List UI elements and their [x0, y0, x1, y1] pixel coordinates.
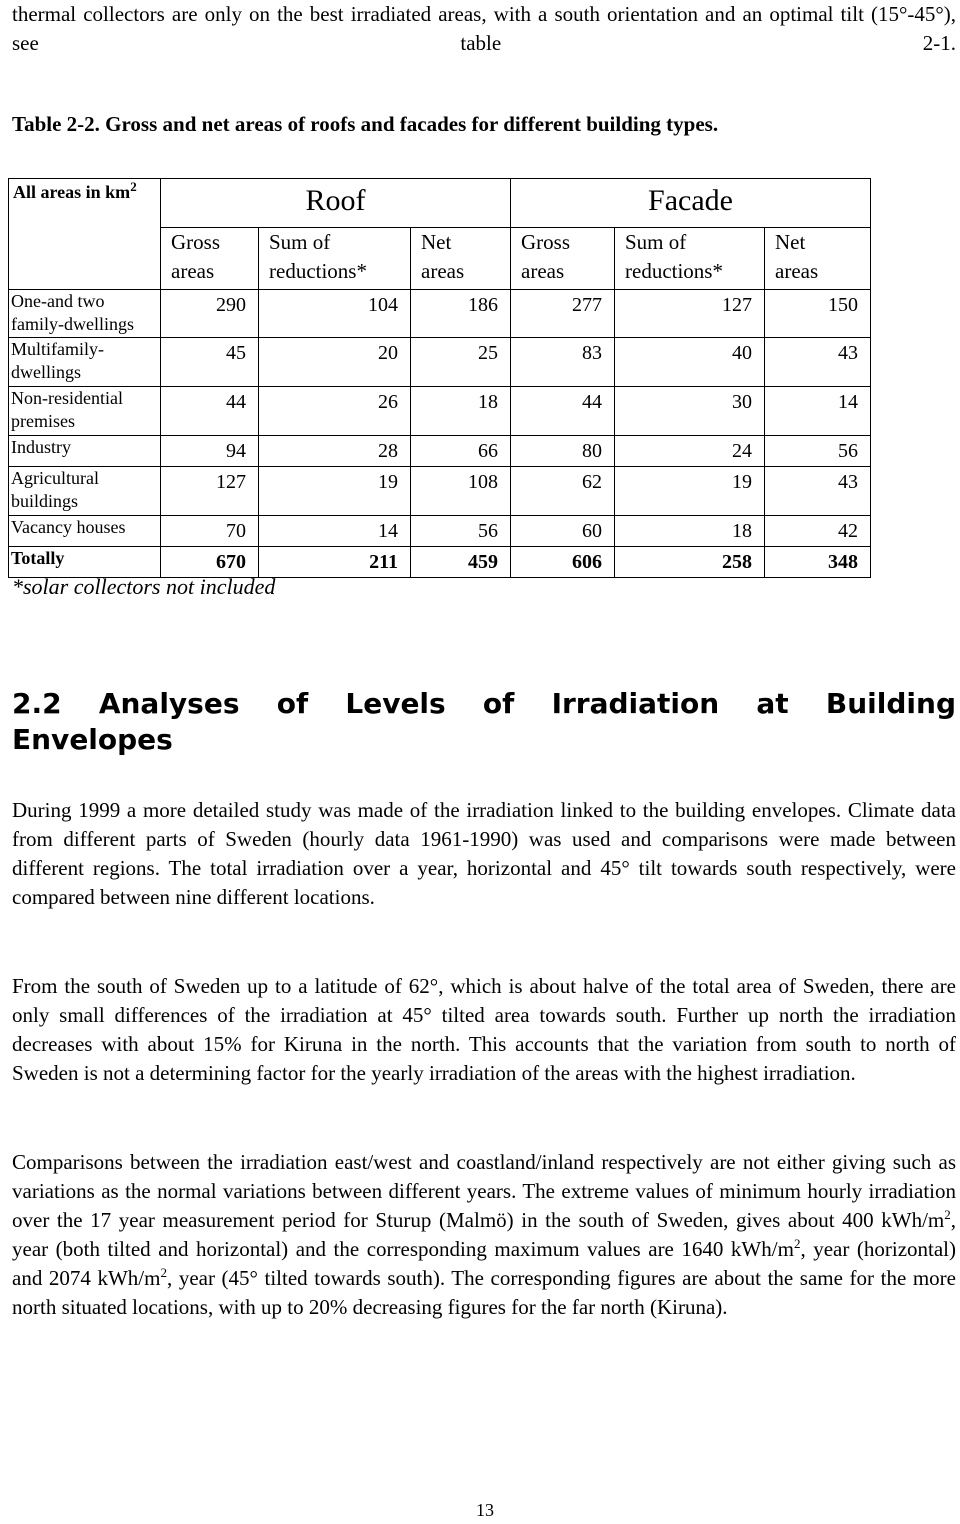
column-header — [259, 228, 411, 290]
paragraph-2 — [12, 972, 956, 1088]
column-header-line: Net — [421, 230, 452, 254]
column-header — [161, 228, 259, 290]
column-header-line: areas — [775, 259, 819, 283]
table-cell: 108 — [411, 467, 511, 516]
table-cell: 40 — [615, 338, 765, 387]
column-header-line: reductions* — [625, 259, 723, 283]
table-cell: 459 — [411, 547, 511, 578]
table-cell: 14 — [765, 387, 871, 436]
table-row — [9, 516, 871, 547]
table-cell: 14 — [259, 516, 411, 547]
section-title-last: Envelopes — [12, 723, 173, 756]
table-cell: 670 — [161, 547, 259, 578]
table-cell: 20 — [259, 338, 411, 387]
table-cell: 45 — [161, 338, 259, 387]
paragraph-1 — [12, 796, 956, 912]
table-cell: 56 — [411, 516, 511, 547]
paragraph-3: Comparisons between the irradiation east/west and coastland/inland respectively are not either giving such as variations as the normal variations between different years. The extreme values of minimum hourly irradiation over the 17 year measurement period for Sturup (Malmö) in the south of Sweden, gives about 400 kWh/$m^2$, year (both tilted and horizontal) and the corresponding maximum values are 1640 kWh/$m^2$, year (horizontal) and 2074 kWh/$m^2$, year (45° tilted towards south). The corresponding figures are about the same for the more north situated locations, with up to 20% decreasing figures for the far north (Kiruna). — [12, 1150, 956, 1319]
table-cell: 150 — [765, 290, 871, 338]
table-row — [9, 436, 871, 467]
table-cell: 62 — [511, 467, 615, 516]
table-cell: 19 — [259, 467, 411, 516]
table-cell: 25 — [411, 338, 511, 387]
section-title-word: Analyses — [98, 687, 240, 720]
paragraph-1-text: During 1999 a more detailed study was made of the irradiation linked to the building envelopes. Climate data from different parts of Sweden (hourly data 1961-1990) was used and comparisons were made between different regions. The total irradiation over a year, horizontal and 45° tilt towards south respectively, were compared between nine different locations. — [12, 798, 956, 909]
section-title-word: Irradiation — [551, 687, 720, 720]
table-caption: Table 2-2. Gross and net areas of roofs and facades for different building types. — [12, 112, 719, 136]
table-row — [9, 387, 871, 436]
table-cell: 43 — [765, 338, 871, 387]
table-cell: 186 — [411, 290, 511, 338]
section-number: 2.2 — [12, 687, 62, 720]
table-row — [9, 290, 871, 338]
intro-line: thermal collectors are only on the best irradiated areas, with a south orientation and an optimal tilt (15°-45°), see table 2-1. — [12, 2, 956, 55]
column-header-line: Net — [775, 230, 806, 254]
table-cell: 606 — [511, 547, 615, 578]
column-header-line: areas — [521, 259, 565, 283]
table-cell: 94 — [161, 436, 259, 467]
table-row — [9, 338, 871, 387]
row-label: Non-residential premises — [9, 387, 161, 436]
column-header — [765, 228, 871, 290]
table-cell: 30 — [615, 387, 765, 436]
table-cell: 83 — [511, 338, 615, 387]
table-cell: 18 — [411, 387, 511, 436]
column-header — [411, 228, 511, 290]
table-cell: 104 — [259, 290, 411, 338]
table-cell: 28 — [259, 436, 411, 467]
roof-group-header: Roof — [161, 179, 511, 228]
column-header — [615, 228, 765, 290]
table-cell: 80 — [511, 436, 615, 467]
footnote: *solar collectors not included — [12, 574, 276, 599]
table-cell: 66 — [411, 436, 511, 467]
section-title-word: at — [756, 687, 789, 720]
column-header — [511, 228, 615, 290]
section-heading — [12, 686, 956, 758]
table-cell: 70 — [161, 516, 259, 547]
table-cell: 60 — [511, 516, 615, 547]
section-title-word: of — [276, 687, 309, 720]
table-cell: 56 — [765, 436, 871, 467]
table-cell: 26 — [259, 387, 411, 436]
row-label: Industry — [9, 436, 161, 467]
table-cell: 348 — [765, 547, 871, 578]
table-cell: 258 — [615, 547, 765, 578]
row-label: Vacancy houses — [9, 516, 161, 547]
table-cell: 127 — [615, 290, 765, 338]
table-cell: 43 — [765, 467, 871, 516]
section-title-word: of — [482, 687, 515, 720]
table-cell: 44 — [161, 387, 259, 436]
areas-table — [8, 178, 871, 578]
page-number: 13 — [476, 1500, 494, 1520]
row-label: One-and two family-dwellings — [9, 290, 161, 338]
section-title-word: Levels — [345, 687, 446, 720]
column-header-line: areas — [421, 259, 465, 283]
table-cell: 277 — [511, 290, 615, 338]
paragraph-2-text: From the south of Sweden up to a latitude of 62°, which is about halve of the total area of Sweden, there are only small differences of the irradiation at 45° tilted area towards south. Further up north the irradiation decreases with about 15% for Kiruna in the north. This accounts that the variation from south to north of Sweden is not a determining factor for the yearly irradiation of the areas with the highest irradiation. — [12, 974, 956, 1085]
column-header-line: Gross — [521, 230, 571, 254]
table-cell: 18 — [615, 516, 765, 547]
table-row — [9, 547, 871, 578]
row-label: Totally — [9, 547, 161, 578]
table-cell: 127 — [161, 467, 259, 516]
section-title-word: Building — [825, 687, 956, 720]
row-label: Agricultural buildings — [9, 467, 161, 516]
table-cell: 211 — [259, 547, 411, 578]
table-cell: 19 — [615, 467, 765, 516]
row-label: Multifamily-dwellings — [9, 338, 161, 387]
table-cell: 44 — [511, 387, 615, 436]
table-cell: 24 — [615, 436, 765, 467]
table-cell: 290 — [161, 290, 259, 338]
column-header-line: Sum of — [269, 230, 331, 254]
column-header-line: Sum of — [625, 230, 687, 254]
column-header-line: Gross — [171, 230, 221, 254]
table-cell: 42 — [765, 516, 871, 547]
corner-label: All areas in $km^2$ — [9, 179, 161, 290]
column-header-line: areas — [171, 259, 215, 283]
table-row — [9, 467, 871, 516]
facade-group-header: Facade — [511, 179, 871, 228]
column-header-line: reductions* — [269, 259, 367, 283]
